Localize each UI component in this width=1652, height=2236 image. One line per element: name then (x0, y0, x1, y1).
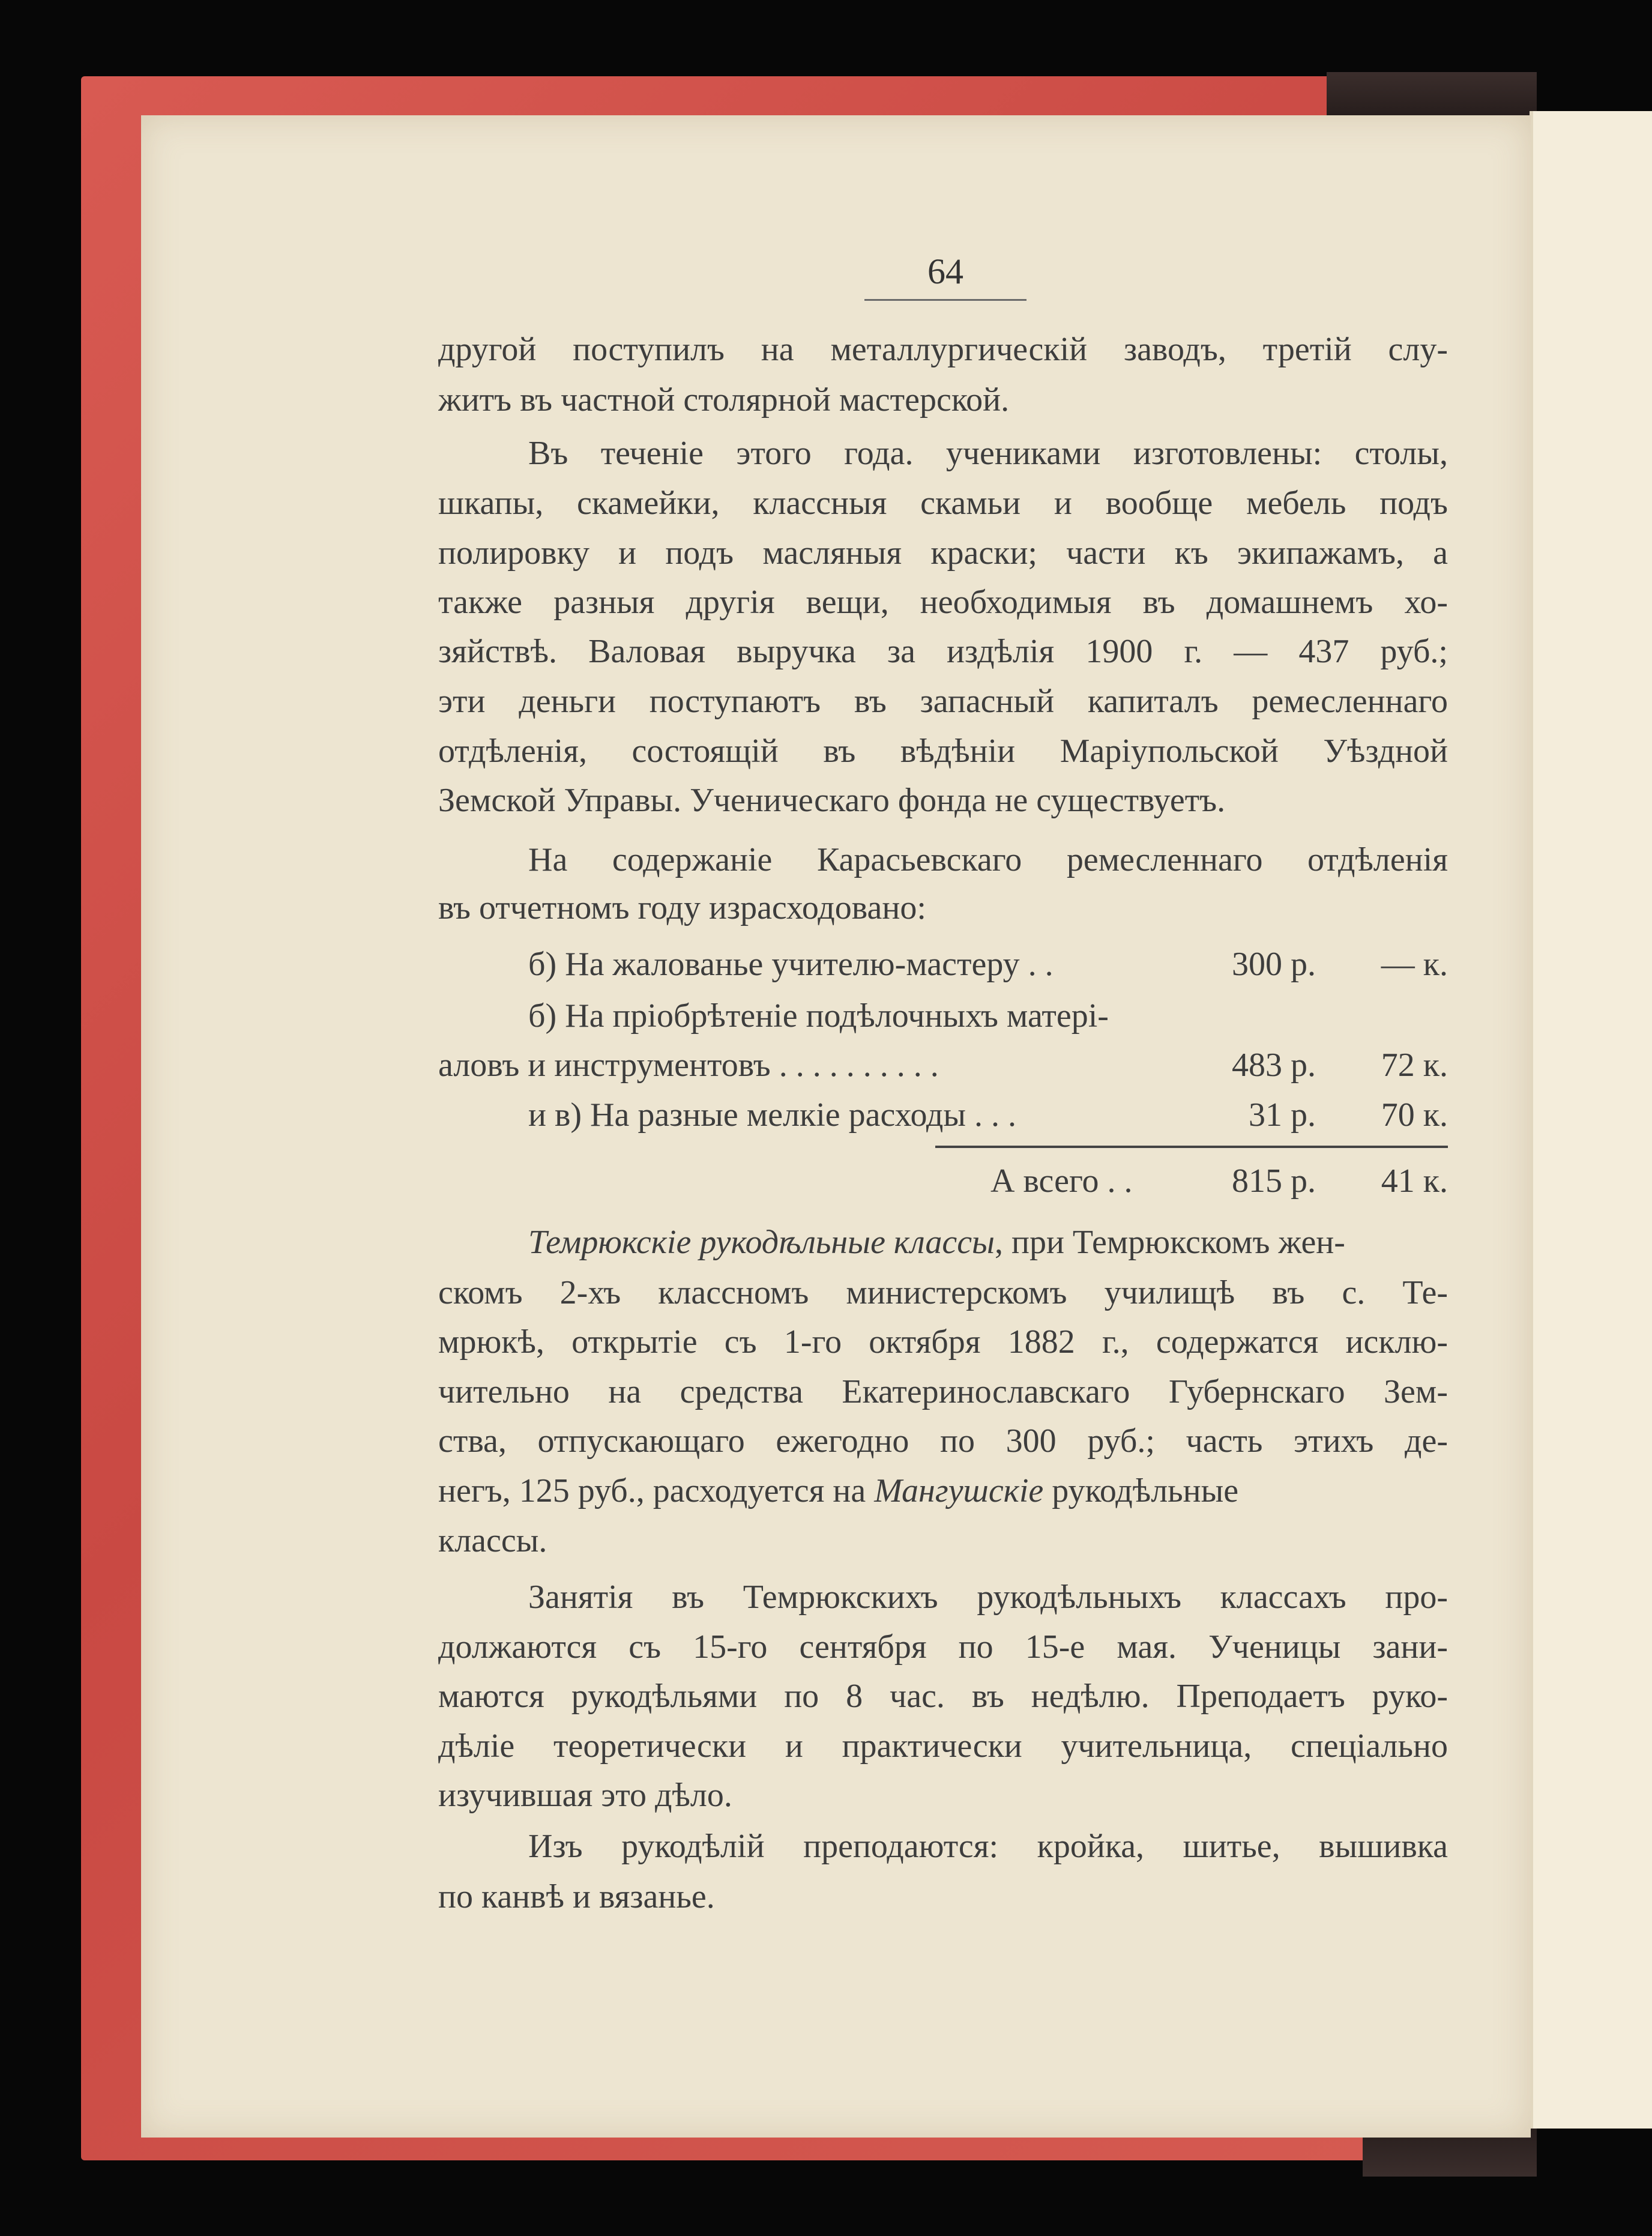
expense-label: б) На пріобрѣтеніе подѣлочныхъ матері- (528, 997, 1109, 1035)
text-line: житъ въ частной столярной мастерской. (438, 381, 1010, 418)
expense-kopecks: 70 к. (1381, 1096, 1448, 1134)
total-label: А всего . . (990, 1162, 1133, 1200)
text-span: негъ, 125 руб., расходуется на (438, 1472, 875, 1509)
text-line: зяйствѣ. Валовая выручка за издѣлія 1900 г. — 437 руб.; (438, 633, 1448, 670)
expense-label: и в) На разные мелкіе расходы . . . (528, 1096, 1016, 1134)
expense-row (438, 1046, 1448, 1093)
text-line: Занятія въ Темрюкскихъ рукодѣльныхъ классахъ про- (528, 1579, 1448, 1616)
expense-rubles: 483 р. (1232, 1047, 1316, 1084)
text-line: Въ теченіе этого года. учениками изготовлены: столы, (528, 435, 1448, 472)
expense-kopecks: — к. (1381, 946, 1448, 983)
text-line: Земской Управы. Ученическаго фонда не существуетъ. (438, 782, 1226, 819)
expense-rubles: 31 р. (1249, 1096, 1316, 1134)
text-line: маются рукодѣльями по 8 час. въ недѣлю. Преподаетъ руко- (438, 1678, 1448, 1715)
text-line: отдѣленія, состоящій въ вѣдѣніи Маріупольской Уѣздной (438, 733, 1448, 770)
text-line: эти деньги поступаютъ въ запасный капиталъ ремесленнаго (438, 683, 1448, 720)
italic-heading: Темрюкскіе рукодѣльные классы (528, 1224, 995, 1261)
text-line: Изъ рукодѣлій преподаются: кройка, шитье, вышивка (528, 1828, 1448, 1865)
text-line: также разныя другія вещи, необходимыя въ домашнемъ хо- (438, 584, 1448, 621)
page-number: 64 (927, 252, 963, 291)
text-line: другой поступилъ на металлургическій заводъ, третій слу- (438, 331, 1448, 368)
total-row (438, 1162, 1448, 1209)
text-span: рукодѣльные (1043, 1472, 1239, 1509)
text-line: изучившая это дѣло. (438, 1777, 732, 1814)
book-cover-dark-top (1327, 72, 1537, 120)
text-span: , при Темрюкскомъ жен- (994, 1224, 1345, 1261)
text-line: въ отчетномъ году израсходовано: (438, 889, 926, 926)
expense-label: б) На жалованье учителю-мастеру . . (528, 946, 1054, 983)
italic-name: Мангушскіе (874, 1472, 1044, 1509)
page-number-rule (864, 299, 1026, 301)
expense-label: аловъ и инструментовъ . . . . . . . . . . (438, 1047, 939, 1084)
total-rubles: 815 р. (1232, 1162, 1316, 1200)
text-line: мрюкѣ, открытіе съ 1-го октября 1882 г., содержатся исклю- (438, 1323, 1448, 1361)
next-page-edge (1530, 111, 1652, 2129)
text-line (438, 1223, 1448, 1270)
text-line: классы. (438, 1522, 547, 1559)
total-kopecks: 41 к. (1381, 1162, 1448, 1200)
text-line (438, 1472, 1448, 1518)
text-line: ства, отпускающаго ежегодно по 300 руб.; часть этихъ де- (438, 1422, 1448, 1460)
text-line: чительно на средства Екатеринославскаго Губернскаго Зем- (438, 1373, 1448, 1410)
text-line: должаются съ 15-го сентября по 15-е мая. Ученицы зани- (438, 1628, 1448, 1666)
expense-kopecks: 72 к. (1381, 1047, 1448, 1084)
expense-row (438, 1096, 1448, 1143)
text-line: полировку и подъ масляныя краски; части къ экипажамъ, а (438, 534, 1448, 572)
text-line: скомъ 2-хъ классномъ министерскомъ училищѣ въ с. Те- (438, 1274, 1448, 1311)
expense-row (438, 945, 1448, 992)
text-line: шкапы, скамейки, классныя скамьи и вообще мебель подъ (438, 485, 1448, 522)
sum-rule (935, 1146, 1448, 1148)
text-line: дѣліе теоретически и практически учительница, спеціально (438, 1727, 1448, 1765)
expense-rubles: 300 р. (1232, 946, 1316, 983)
text-line: На содержаніе Карасьевскаго ремесленнаго отдѣленія (528, 841, 1448, 878)
expense-row (438, 997, 1448, 1044)
text-line: по канвѣ и вязанье. (438, 1878, 715, 1915)
